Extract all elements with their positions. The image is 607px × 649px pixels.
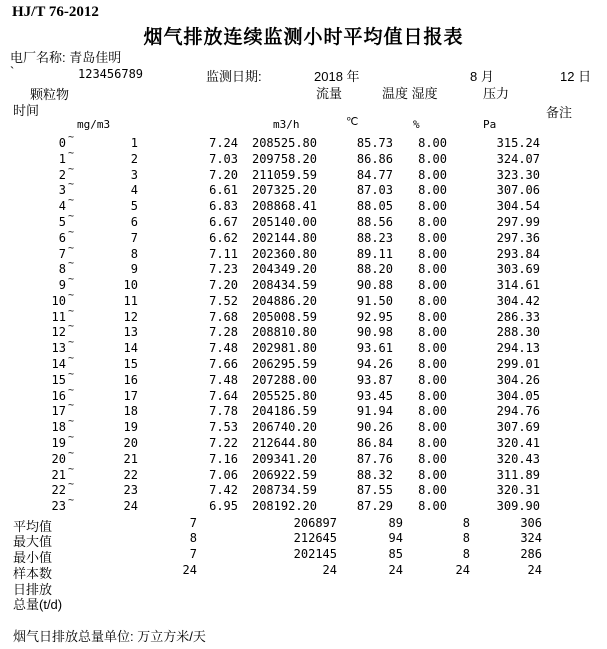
table-row [0,242,607,263]
flow-value: 202144.80 [251,230,317,245]
column-header-pm: 颗粒物 [30,87,70,102]
flow-value: 206740.20 [251,420,317,435]
pm-value: 7.68 [209,309,238,324]
temp-value: 93.45 [356,388,393,403]
flow-value: 208810.80 [251,325,317,340]
humidity-value: 8.00 [418,436,447,450]
humidity-value: 8.00 [418,230,447,245]
pressure-value: 309.90 [496,499,540,514]
pressure-value: 304.42 [496,293,540,308]
summary-pressure-value: 324 [520,531,542,546]
table-row [0,368,607,389]
tilde-separator: ~ [68,258,75,270]
humidity-value: 8.00 [418,483,447,498]
table-row [0,400,607,420]
date-year: 2018 年 [314,69,360,84]
temp-value: 88.32 [356,467,393,482]
pm-value: 7.48 [209,372,238,387]
footer-unit-note: 烟气日排放总量单位: 万立方米/天 [13,629,206,644]
summary-flow-value: 206897 [293,515,337,530]
time-start: 23 [51,499,66,514]
pressure-value: 314.61 [496,278,540,293]
summary-flow-value: 24 [322,562,337,577]
temp-value: 94.26 [356,357,393,372]
pressure-value: 304.26 [496,372,540,387]
flow-value: 202360.80 [251,246,317,261]
humidity-value: 8.00 [418,388,447,403]
time-end: 20 [123,436,138,450]
humidity-value: 8.00 [418,151,447,166]
pm-value: 7.20 [209,278,238,293]
date-label: 监测日期: [206,69,262,84]
table-row [0,353,607,373]
temp-value: 86.86 [356,151,393,166]
time-end: 15 [123,357,138,372]
temp-value: 93.87 [356,372,393,387]
temp-value: 93.61 [356,341,393,356]
summary-temp-value: 85 [388,547,403,562]
flow-value: 204886.20 [251,293,317,308]
flow-value: 206922.59 [251,467,317,482]
time-end: 22 [123,467,138,482]
unit-flow: m3/h [273,118,300,131]
tilde-separator: ~ [68,179,75,191]
unit-humid: % [413,118,420,131]
plant-name-line: 电厂名称: 青岛佳明 [10,50,122,65]
tilde-separator: ~ [68,479,75,491]
time-start: 14 [51,357,66,372]
humidity-value: 8.00 [418,246,447,261]
tilde-separator: ~ [68,447,75,459]
time-end: 16 [123,372,138,387]
pressure-value: 297.36 [496,230,540,245]
flow-value: 211059.59 [251,167,317,182]
tilde-separator: ~ [68,147,75,159]
pressure-value: 307.06 [496,183,540,198]
summary-row [0,594,607,613]
temp-value: 84.77 [356,167,393,182]
temp-value: 88.56 [356,214,393,229]
humidity-value: 8.00 [418,183,447,198]
table-row [0,432,607,452]
humidity-value: 8.00 [418,309,447,324]
table-row [0,132,607,152]
time-end: 1 [130,136,138,150]
pm-value: 7.06 [209,467,238,482]
temp-value: 90.26 [356,420,393,435]
table-row [0,258,607,278]
flow-value: 204186.59 [251,404,317,419]
summary-pressure-value: 286 [520,547,542,562]
flow-value: 202981.80 [251,341,317,356]
pressure-value: 320.31 [496,483,540,498]
time-end: 14 [123,341,138,356]
tilde-separator: ~ [68,495,75,507]
pressure-value: 293.84 [496,246,540,261]
tilde-separator: ~ [68,210,75,222]
pressure-value: 304.05 [496,388,540,403]
table-row [0,416,607,436]
temp-value: 88.20 [356,262,393,277]
pm-value: 7.53 [209,420,238,435]
humidity-value: 8.00 [418,214,447,229]
time-end: 17 [123,388,138,403]
pm-value: 7.24 [209,136,238,150]
summary-pressure-value: 306 [520,515,542,530]
summary-humidity-value: 8 [462,531,470,546]
pressure-value: 311.89 [496,467,540,482]
time-start: 11 [51,309,66,324]
summary-label: 总量(t/d) [13,597,63,613]
pressure-value: 294.13 [496,341,540,356]
time-end: 7 [130,230,138,245]
summary-label: 最大值 [13,534,53,550]
time-end: 8 [130,246,138,261]
pressure-value: 320.43 [496,451,540,466]
tilde-separator: ~ [68,416,75,428]
time-start: 4 [58,199,66,214]
pm-value: 6.67 [209,214,238,229]
plant-code: 123456789 [78,67,144,81]
pm-value: 7.22 [209,436,238,450]
tilde-separator: ~ [68,353,75,365]
time-start: 13 [51,341,66,356]
flow-value: 208192.20 [251,499,317,514]
time-end: 24 [123,499,138,514]
flow-value: 212644.80 [251,436,317,450]
time-start: 9 [58,278,66,293]
tilde-separator: ~ [68,289,75,301]
table-row [0,337,607,357]
unit-press: Pa [483,118,497,131]
time-end: 23 [123,483,138,498]
time-start: 2 [58,167,66,182]
pressure-value: 299.01 [496,357,540,372]
tilde-separator: ~ [68,132,75,143]
table-row [0,321,607,341]
table-row [0,179,607,199]
time-end: 9 [130,262,138,277]
summary-humidity-value: 8 [462,515,470,530]
table-row [0,495,607,515]
summary-row [0,516,607,532]
tilde-separator: ~ [68,432,75,443]
flow-value: 207288.00 [251,372,317,387]
pm-value: 7.11 [209,246,238,261]
temp-value: 87.03 [356,183,393,198]
time-start: 15 [51,372,66,387]
column-header-remark: 备注 [546,105,573,120]
summary-label: 平均值 [13,518,53,534]
pm-value: 7.48 [209,341,238,356]
summary-row [0,563,607,579]
summary-flow-value: 202145 [293,547,337,562]
time-end: 6 [130,214,138,229]
pm-value: 7.28 [209,325,238,340]
pm-value: 7.42 [209,483,238,498]
humidity-value: 8.00 [418,278,447,293]
pressure-value: 315.24 [496,136,540,150]
temp-value: 87.76 [356,451,393,466]
time-start: 10 [51,293,66,308]
pm-value: 7.23 [209,262,238,277]
column-header-pressure: 压力 [483,86,510,101]
time-start: 8 [58,262,66,277]
date-day: 12 日 [560,69,592,84]
pm-value: 7.78 [209,404,238,419]
time-end: 12 [123,309,138,324]
time-start: 22 [51,483,66,498]
summary-label: 最小值 [13,550,53,566]
summary-humidity-value: 24 [455,562,470,577]
summary-humidity-value: 8 [462,547,470,562]
time-start: 7 [58,246,66,261]
flow-value: 207325.20 [251,183,317,198]
time-end: 10 [123,278,138,293]
time-start: 5 [58,214,66,229]
table-row [0,195,607,215]
column-header-temp-humid: 温度 湿度 [382,86,438,101]
table-row [0,447,607,468]
time-end: 18 [123,404,138,419]
humidity-value: 8.00 [418,451,447,466]
pm-value: 6.83 [209,199,238,214]
flow-value: 209341.20 [251,451,317,466]
tilde-separator: ~ [68,242,75,254]
flow-value: 205008.59 [251,309,317,324]
time-end: 3 [130,167,138,182]
date-month: 8 月 [470,69,494,84]
pm-value: 7.64 [209,388,238,403]
humidity-value: 8.00 [418,325,447,340]
pressure-value: 324.07 [496,151,540,166]
humidity-value: 8.00 [418,199,447,214]
temp-value: 88.05 [356,199,393,214]
tilde-separator: ~ [68,337,75,349]
humidity-value: 8.00 [418,262,447,277]
temp-value: 89.11 [356,246,393,261]
table-row [0,305,607,326]
temp-value: 88.23 [356,230,393,245]
pressure-value: 288.30 [496,325,540,340]
pm-value: 7.03 [209,151,238,166]
humidity-value: 8.00 [418,372,447,387]
humidity-value: 8.00 [418,167,447,182]
summary-pm-value: 7 [189,515,197,530]
unit-pm: mg/m3 [77,118,111,131]
standard-number: HJ/T 76-2012 [12,4,99,20]
temp-value: 87.55 [356,483,393,498]
flow-value: 209758.20 [251,151,317,166]
temp-value: 90.88 [356,278,393,293]
summary-temp-value: 94 [388,531,403,546]
tilde-separator: ~ [68,226,75,238]
tilde-separator: ~ [68,305,75,317]
time-end: 2 [130,151,138,166]
time-end: 11 [123,293,138,308]
time-start: 0 [58,136,66,150]
temp-value: 92.95 [356,309,393,324]
summary-pm-value: 24 [182,562,197,577]
humidity-value: 8.00 [418,136,447,150]
pressure-value: 294.76 [496,404,540,419]
time-end: 21 [123,451,138,466]
pressure-value: 320.41 [496,436,540,450]
time-end: 5 [130,199,138,214]
pm-value: 6.95 [209,499,238,514]
time-start: 21 [51,467,66,482]
pressure-value: 303.69 [496,262,540,277]
humidity-value: 8.00 [418,357,447,372]
summary-pm-value: 8 [189,531,197,546]
summary-pm-value: 7 [189,547,197,562]
time-start: 6 [58,230,66,245]
tilde-separator: ~ [68,463,75,475]
pressure-value: 286.33 [496,309,540,324]
pressure-value: 297.99 [496,214,540,229]
tilde-separator: ~ [68,384,75,396]
column-header-time: 时间 [13,103,40,118]
table-row [0,479,607,499]
table-row [0,289,607,310]
time-start: 20 [51,451,66,466]
summary-row [0,579,607,595]
flow-value: 208434.59 [251,278,317,293]
summary-temp-value: 24 [388,562,403,577]
flow-value: 206295.59 [251,357,317,372]
temp-value: 91.50 [356,293,393,308]
time-start: 16 [51,388,66,403]
table-row [0,463,607,484]
temp-value: 90.98 [356,325,393,340]
summary-label: 日排放 [13,581,53,597]
pm-value: 7.20 [209,167,238,182]
summary-label: 样本数 [13,565,53,581]
flow-value: 204349.20 [251,262,317,277]
time-start: 17 [51,404,66,419]
table-row [0,384,607,405]
pm-value: 7.52 [209,293,238,308]
humidity-value: 8.00 [418,341,447,356]
time-start: 1 [58,151,66,166]
table-row [0,163,607,184]
tilde-separator: ~ [68,195,75,207]
flow-value: 205140.00 [251,214,317,229]
humidity-value: 8.00 [418,293,447,308]
flow-value: 208734.59 [251,483,317,498]
pressure-value: 304.54 [496,199,540,214]
humidity-value: 8.00 [418,499,447,514]
tilde-separator: ~ [68,274,75,286]
tilde-separator: ~ [68,400,75,412]
tilde-separator: ~ [68,321,75,333]
time-start: 12 [51,325,66,340]
time-end: 4 [130,183,138,198]
summary-temp-value: 89 [388,515,403,530]
temp-value: 87.29 [356,499,393,514]
pm-value: 7.66 [209,357,238,372]
humidity-value: 8.00 [418,404,447,419]
tick-mark: ` [10,64,15,79]
flow-value: 208868.41 [251,199,317,214]
table-row [0,210,607,231]
flow-value: 208525.80 [251,136,317,150]
temp-value: 91.94 [356,404,393,419]
summary-row [0,547,607,566]
time-end: 13 [123,325,138,340]
time-start: 3 [58,183,66,198]
pm-value: 6.61 [209,183,238,198]
humidity-value: 8.00 [418,420,447,435]
flow-value: 205525.80 [251,388,317,403]
summary-flow-value: 212645 [293,531,337,546]
time-end: 19 [123,420,138,435]
temp-value: 86.84 [356,436,393,450]
column-header-flow: 流量 [316,86,343,101]
summary-pressure-value: 24 [527,562,542,577]
time-start: 19 [51,436,66,450]
unit-temp: ℃ [346,115,359,128]
pressure-value: 307.69 [496,420,540,435]
report-title: 烟气排放连续监测小时平均值日报表 [143,27,464,48]
time-start: 18 [51,420,66,435]
temp-value: 85.73 [356,136,393,150]
pm-value: 7.16 [209,451,238,466]
table-row [0,274,607,294]
table-row [0,226,607,247]
table-row [0,147,607,168]
tilde-separator: ~ [68,368,75,380]
summary-row [0,531,607,550]
pm-value: 6.62 [209,230,238,245]
tilde-separator: ~ [68,163,75,175]
humidity-value: 8.00 [418,467,447,482]
pressure-value: 323.30 [496,167,540,182]
